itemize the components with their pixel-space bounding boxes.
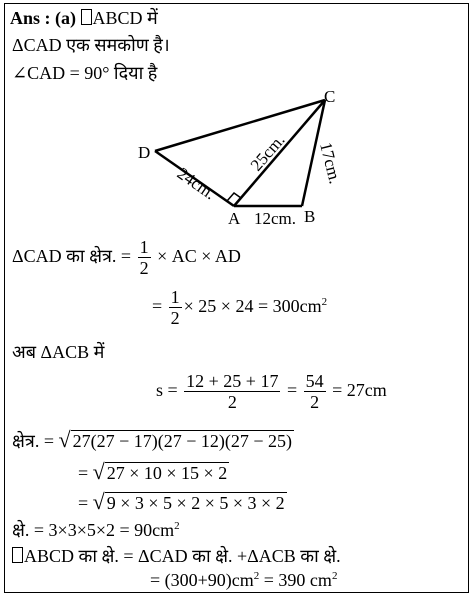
area-cad-line1: [12, 236, 241, 278]
semi-perimeter-result: = 27cm: [332, 380, 387, 400]
edge-dc: [155, 100, 325, 151]
radicand: 27(27 − 17)(27 − 12)(27 − 25): [72, 431, 292, 451]
equals-sign: =: [120, 246, 132, 266]
heading-suffix: में: [147, 8, 158, 28]
heron-line2: [78, 459, 229, 484]
radicand: 9 × 3 × 5 × 2 × 5 × 3 × 2: [106, 493, 285, 513]
area-cad-label: ΔCAD का क्षेत्र.: [12, 246, 117, 266]
acb-area-text: क्षे. = 3×3×5×2 = 90cm: [12, 520, 175, 540]
total-area-result: = 390 cm: [259, 570, 332, 590]
fraction-denominator: 2: [139, 258, 149, 279]
square-exponent: 2: [321, 296, 328, 308]
vertex-b: B: [304, 207, 316, 226]
fraction-denominator: 2: [310, 392, 320, 413]
quadrilateral-symbol-icon: [12, 547, 23, 563]
fraction-numerator: 1: [170, 287, 180, 308]
equals-sign: =: [286, 380, 298, 400]
total-area-expression: का क्षे. = ΔCAD का क्षे. +ΔACB का क्षे.: [78, 546, 341, 566]
fraction-denominator: 2: [227, 392, 237, 413]
label-ad: 24cm.: [173, 163, 220, 204]
area-label: क्षेत्र.: [12, 431, 40, 451]
square-exponent: 2: [331, 570, 338, 582]
square-root: [92, 489, 287, 514]
equals-sign: =: [43, 431, 54, 451]
fraction-numerator: 12 + 25 + 17: [186, 371, 279, 392]
equals-sign: =: [78, 493, 89, 513]
given-angle: ∠CAD = 90° दिया है: [12, 63, 158, 83]
vertex-a: A: [228, 209, 241, 228]
square-root: [58, 427, 295, 452]
right-angle-statement: ΔCAD एक समकोण है।: [12, 35, 170, 55]
half-fraction: [169, 287, 182, 328]
equals-sign: =: [78, 463, 89, 483]
label-cb: 17cm.: [316, 140, 345, 186]
semi-perimeter-fraction-2: [304, 371, 326, 412]
square-exponent: 2: [253, 570, 260, 582]
radical-icon: √: [92, 459, 105, 484]
semi-perimeter-line: [156, 370, 387, 412]
area-result: × 25 × 24 = 300cm: [183, 296, 322, 316]
total-area-sum: = (300+90)cm: [150, 570, 254, 590]
acb-label: अब ΔACB में: [12, 342, 105, 362]
equals-sign: =: [152, 296, 163, 316]
area-formula: × AC × AD: [157, 246, 241, 266]
half-fraction: [138, 237, 151, 278]
quadrilateral-name: ABCD: [92, 8, 143, 28]
radical-icon: √: [58, 427, 71, 452]
fraction-numerator: 54: [305, 371, 324, 392]
label-ab: 12cm.: [254, 209, 297, 228]
total-line1: [12, 546, 341, 566]
square-root: [92, 459, 230, 484]
heron-line3: [78, 489, 287, 514]
vertex-d: D: [138, 143, 151, 162]
area-cad-line2: [152, 286, 327, 328]
square-exponent: 2: [174, 520, 180, 532]
acb-area-result: [12, 520, 180, 540]
vertex-c: C: [324, 87, 336, 106]
quadrilateral-figure: [0, 0, 473, 240]
total-line2: [150, 570, 337, 590]
label-ac: 25cm.: [246, 130, 289, 175]
quadrilateral-name: ABCD: [24, 546, 75, 566]
semi-perimeter-fraction: [184, 371, 280, 412]
fraction-numerator: 1: [139, 237, 149, 258]
fraction-denominator: 2: [170, 308, 180, 329]
radicand: 27 × 10 × 15 × 2: [106, 463, 228, 483]
heron-line1: [12, 427, 294, 452]
semi-perimeter-symbol: s =: [156, 380, 178, 400]
radical-icon: √: [92, 489, 105, 514]
answer-label: Ans : (a): [10, 8, 76, 28]
